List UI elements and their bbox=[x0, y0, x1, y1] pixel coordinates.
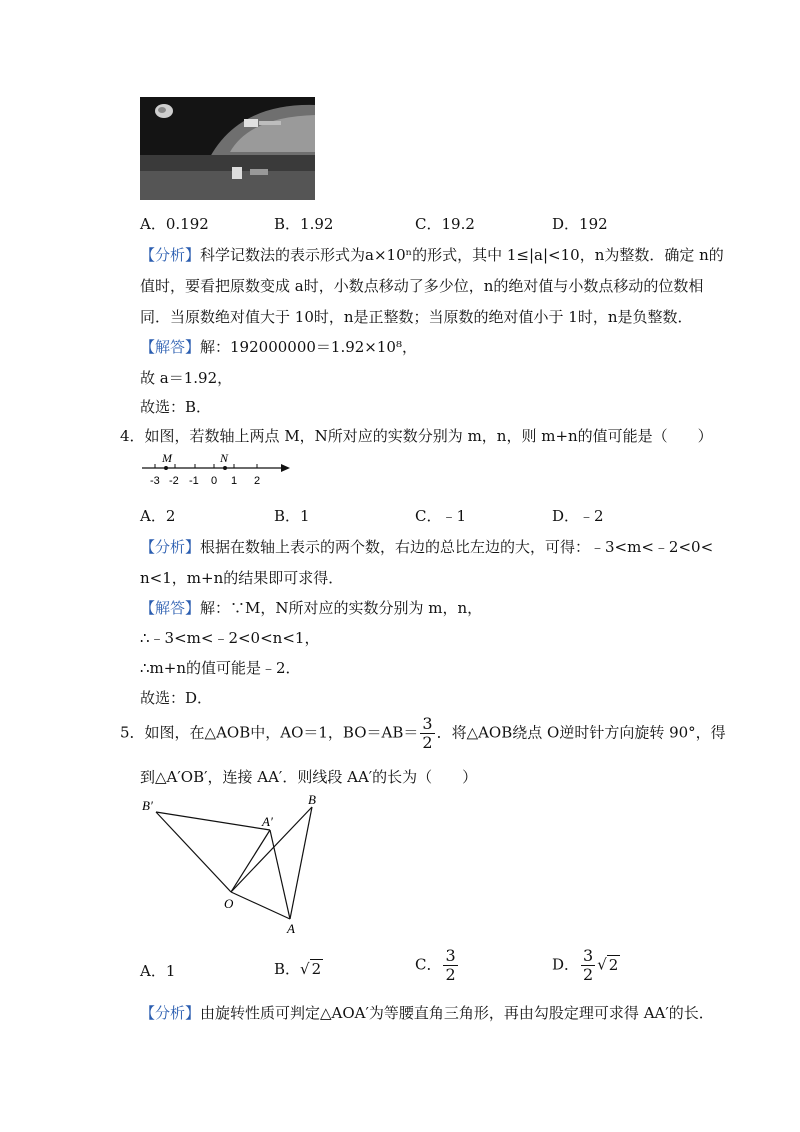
moon-surface-photo bbox=[140, 97, 315, 200]
option-c-fraction bbox=[443, 948, 457, 983]
q5-option-c bbox=[415, 948, 460, 983]
answer-tag: 【解答】 bbox=[140, 338, 201, 356]
q4-answer-line-2: ∴﹣3<m<﹣2<0<n<1， bbox=[140, 629, 320, 647]
q3-analysis-line-1 bbox=[140, 244, 724, 265]
vertex-a-label: A bbox=[287, 921, 295, 936]
fraction-numerator: 3 bbox=[445, 946, 456, 965]
point-n-label: N bbox=[220, 452, 229, 465]
q4-analysis-text-1: 根据在数轴上表示的两个数，右边的总比左边的大，可得：﹣3<m<﹣2<0< bbox=[200, 538, 714, 556]
q5-analysis-text: 由旋转性质可判定△AOA′为等腰直角三角形，再由勾股定理可求得 AA′的长． bbox=[200, 1004, 714, 1022]
q3-option-d: D．192 bbox=[552, 215, 608, 233]
fraction-numerator: 3 bbox=[583, 946, 594, 965]
q5-option-d bbox=[552, 948, 620, 983]
q3-analysis-line-3: 同．当原数绝对值大于 10时，n是正整数；当原数的绝对值小于 1时，n是负整数． bbox=[140, 308, 693, 326]
q3-analysis-text-1: 科学记数法的表示形式为a×10ⁿ的形式，其中 1≤|a|<10，n为整数．确定 n的 bbox=[200, 246, 724, 264]
q3-option-c: C．19.2 bbox=[415, 215, 475, 233]
sqrt-symbol: √ bbox=[597, 955, 607, 974]
q4-answer-line-3: ∴m+n的值可能是﹣2． bbox=[140, 659, 301, 677]
q4-option-b: B．1 bbox=[274, 507, 310, 525]
tick-label: 2 bbox=[254, 475, 261, 487]
option-d-fraction bbox=[581, 948, 595, 983]
fraction-denominator: 2 bbox=[583, 965, 594, 984]
q4-stem: 4．如图，若数轴上两点 M，N所对应的实数分别为 m，n，则 m+n的值可能是（ ） bbox=[120, 427, 713, 445]
q3-answer-text-1: 解：192000000＝1.92×10⁸， bbox=[200, 338, 417, 356]
q3-answer-line-3: 故选：B． bbox=[140, 398, 212, 416]
answer-tag: 【解答】 bbox=[140, 599, 201, 617]
tick-label: -3 bbox=[150, 475, 160, 487]
q5-stem-line-1 bbox=[120, 716, 726, 751]
q3-option-b: B．1.92 bbox=[274, 215, 334, 233]
number-line-figure bbox=[138, 452, 298, 492]
q4-option-c: C．﹣1 bbox=[415, 507, 467, 525]
q5-option-b bbox=[274, 958, 323, 979]
q5-option-a: A．1 bbox=[140, 962, 176, 980]
q5-stem-fraction bbox=[420, 716, 434, 751]
q4-option-a: A．2 bbox=[140, 507, 176, 525]
q4-answer-text-1: 解：∵M，N所对应的实数分别为 m，n， bbox=[200, 599, 483, 617]
vertex-b-prime-label: B′ bbox=[142, 798, 153, 813]
rotation-triangle-figure bbox=[138, 792, 338, 941]
q4-answer-line-4: 故选：D． bbox=[140, 689, 213, 707]
q5-stem-text-a: 5．如图，在△AOB中，AO＝1，BO＝AB＝ bbox=[120, 723, 419, 742]
option-c-prefix: C． bbox=[415, 955, 442, 974]
analysis-tag: 【分析】 bbox=[140, 246, 201, 264]
q4-answer-line-1 bbox=[140, 597, 482, 618]
vertex-o-label: O bbox=[224, 896, 234, 911]
analysis-tag: 【分析】 bbox=[140, 1004, 201, 1022]
vertex-a-prime-label: A′ bbox=[262, 814, 273, 829]
q4-analysis-line-1 bbox=[140, 536, 713, 557]
q3-analysis-line-2: 值时，要看把原数变成 a时，小数点移动了多少位，n的绝对值与小数点移动的位数相 bbox=[140, 277, 704, 295]
q3-option-a: A．0.192 bbox=[140, 215, 209, 233]
option-d-prefix: D． bbox=[552, 955, 580, 974]
tick-label: -2 bbox=[169, 475, 179, 487]
fraction-denominator: 2 bbox=[422, 733, 433, 752]
radicand: 2 bbox=[608, 955, 619, 974]
option-b-prefix: B． bbox=[274, 960, 301, 978]
q5-stem-line-2: 到△A′OB′，连接 AA′．则线段 AA′的长为（ ） bbox=[140, 768, 478, 786]
fraction-numerator: 3 bbox=[422, 714, 433, 733]
q4-option-d: D．﹣2 bbox=[552, 507, 604, 525]
vertex-b-label: B bbox=[308, 792, 316, 807]
q3-answer-line-2: 故 a＝1.92， bbox=[140, 369, 233, 387]
tick-label: 1 bbox=[231, 475, 238, 487]
analysis-tag: 【分析】 bbox=[140, 538, 201, 556]
q5-analysis-line-1 bbox=[140, 1002, 714, 1023]
sqrt-symbol: √ bbox=[300, 960, 310, 978]
q3-answer-line-1 bbox=[140, 336, 417, 357]
q5-stem-text-b: ．将△AOB绕点 O逆时针方向旋转 90°，得 bbox=[436, 723, 726, 742]
tick-label: -1 bbox=[189, 475, 199, 487]
tick-label: 0 bbox=[211, 475, 218, 487]
radicand: 2 bbox=[311, 960, 322, 978]
q4-analysis-line-2: n<1，m+n的结果即可求得． bbox=[140, 569, 344, 587]
point-m-label: M bbox=[162, 452, 172, 465]
fraction-denominator: 2 bbox=[445, 965, 456, 984]
